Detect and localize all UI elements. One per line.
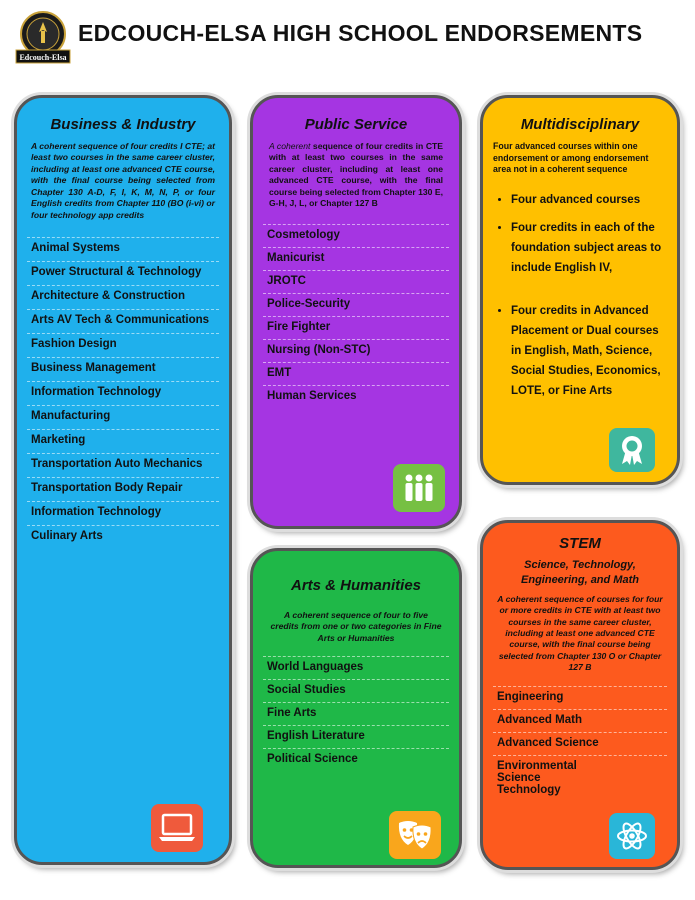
page-title: EDCOUCH-ELSA HIGH SCHOOL ENDORSEMENTS [78, 20, 643, 46]
list-item: Information Technology [27, 501, 219, 525]
list-item: Transportation Body Repair [27, 477, 219, 501]
arts-humanities-card [250, 548, 462, 868]
description-body: sequence of four credits in CTE with at least two courses in the same career cluster, including at least one advanced CTE course, with the final course being selected from Chapter 130 E, G-H, J, L, or Chapter 127 B [269, 141, 444, 209]
public-service-card [250, 95, 462, 529]
card-description [253, 141, 459, 210]
list-item: JROTC [263, 270, 449, 293]
list-item: Culinary Arts [27, 525, 219, 549]
list-item: Nursing (Non-STC) [263, 339, 449, 362]
course-list [253, 656, 459, 771]
course-list [17, 237, 229, 549]
award-ribbon-icon [609, 428, 655, 472]
list-item: Marketing [27, 429, 219, 453]
laptop-icon [151, 804, 203, 852]
list-item: EMT [263, 362, 449, 385]
list-item: Manufacturing [27, 405, 219, 429]
list-item: Cosmetology [263, 224, 449, 247]
description-lead: A coherent [269, 141, 311, 151]
card-title: Multidisciplinary [520, 116, 640, 133]
list-item: Social Studies [263, 679, 449, 702]
list-item: World Languages [263, 656, 449, 679]
list-item: Environmental Science Technology [493, 755, 667, 801]
card-description: A coherent sequence of four to five credits from one or two categories in Fine Arts or Humanities [270, 610, 442, 643]
card-description: A coherent sequence of courses for four or more credits in CTE with at least two courses in the same career cluster, including at least one advanced CTE course, with the final course being selected from Chapter 130 O or Chapter 127 B [497, 593, 663, 673]
logo-text: Edcouch-Elsa [19, 53, 67, 62]
card-title: Business & Industry [50, 116, 196, 133]
list-item: English Literature [263, 725, 449, 748]
list-item: Human Services [263, 385, 449, 408]
list-item: • Four credits in each of the foundation subject areas to include English IV, [511, 218, 669, 278]
list-item: Advanced Science [493, 732, 667, 755]
list-item: Architecture & Construction [27, 285, 219, 309]
list-item: Fire Fighter [263, 316, 449, 339]
requirement-list [483, 190, 677, 401]
list-item: Political Science [263, 748, 449, 771]
list-item: Advanced Math [493, 709, 667, 732]
list-item: Arts AV Tech & Communications [27, 309, 219, 333]
card-description: A coherent sequence of four credits I CTE; at least two courses in the same career cluster, including at least one advanced CTE course, with the final course being selected from Chapter 130 A-D, F, I, K, M, N, P, or four English credits from Chapter 110 (BO (i-vi) or four technology app credits [31, 141, 216, 220]
list-item: Transportation Auto Mechanics [27, 453, 219, 477]
theater-masks-icon [389, 811, 441, 859]
card-description: Four advanced courses within one endorsement or among endorsement area not in a coherent sequence [493, 141, 649, 175]
course-list [253, 224, 459, 408]
list-item: Power Structural & Technology [27, 261, 219, 285]
multidisciplinary-card [480, 95, 680, 485]
list-item: • Four credits in Advanced Placement or Dual courses in English, Math, Science, Social Studies, Economics, LOTE, or Fine Arts [511, 301, 669, 402]
business-industry-card [14, 95, 232, 865]
people-group-icon [393, 464, 445, 512]
list-item: Manicurist [263, 247, 449, 270]
list-item: Business Management [27, 357, 219, 381]
list-item: Information Technology [27, 381, 219, 405]
card-title: STEM [559, 535, 601, 552]
list-item: Engineering [493, 686, 667, 709]
list-item: Police-Security [263, 293, 449, 316]
list-item: • Four advanced courses [511, 190, 669, 210]
card-title: Public Service [304, 116, 408, 133]
course-list [483, 686, 677, 801]
list-item: Animal Systems [27, 237, 219, 261]
stem-card [480, 520, 680, 870]
list-item: Fine Arts [263, 702, 449, 725]
atom-icon [609, 813, 655, 859]
card-title: Arts & Humanities [290, 577, 422, 594]
school-logo [14, 10, 72, 66]
card-subtitle: Science, Technology, Engineering, and Math [521, 559, 639, 586]
list-item: Fashion Design [27, 333, 219, 357]
